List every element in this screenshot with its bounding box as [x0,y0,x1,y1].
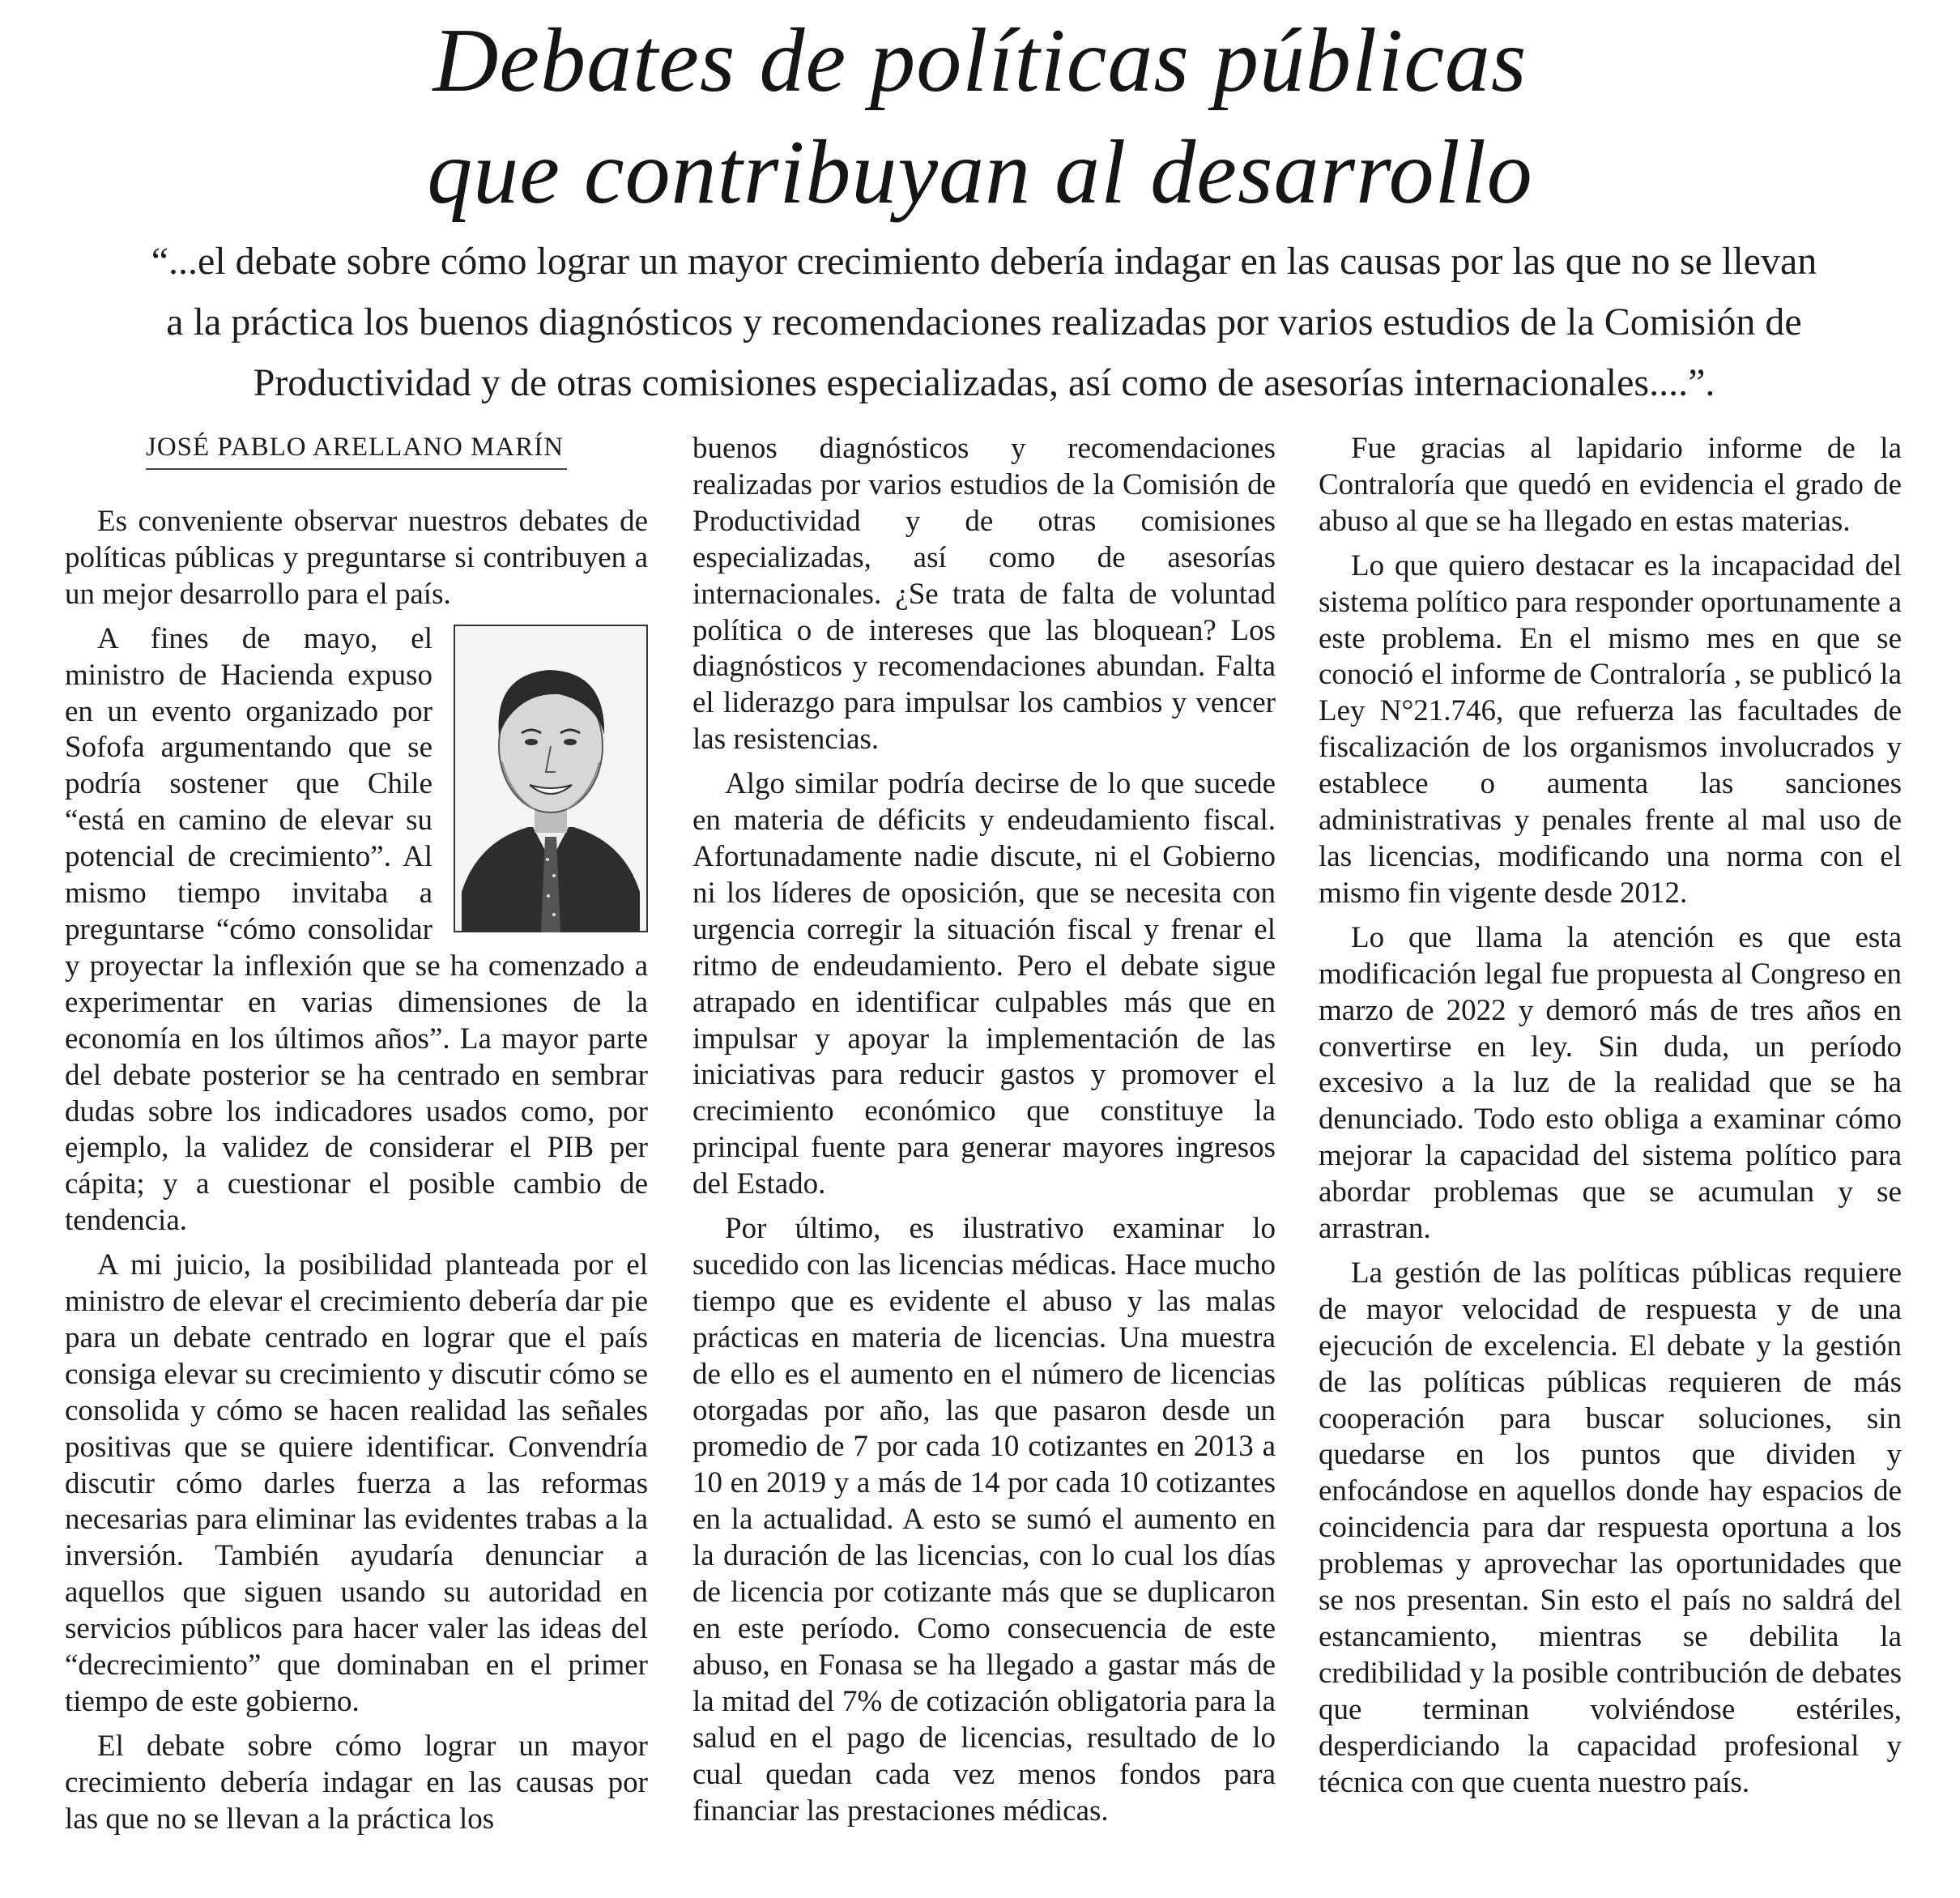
article-column-1 [65,504,648,1838]
paragraph: Por último, es ilustrativo examinar lo sucedido con las licencias médicas. Hace mucho tiempo que es evidente el abuso y las malas prácticas en materia de licencias. Una muestra de ello es el aumento en el número de licencias otorgadas por año, las que pasaron desde un promedio de 7 por cada 10 cotizantes en 2013 a 10 en 2019 y a más de 14 por cada 10 cotizantes en la actualidad. A esto se sumó el aumento en la duración de las licencias, con lo cual los días de licencia por cotizante más que se duplicaron en este período. Como consecuencia de este abuso, en Fonasa se ha llegado a gastar más de la mitad del 7% de cotización obligatoria para la salud en el pago de licencias, resultado de lo cual quedan cada vez menos fondos para financiar las prestaciones médicas. [692,1212,1276,1828]
deck-line-3: Productividad y de otras comisiones especializadas, así como de asesorías internacionales....”. [253,361,1715,404]
paragraph: Es conveniente observar nuestros debates de políticas públicas y preguntarse si contribuyen a un mejor desarrollo para el país. [65,505,648,611]
pull-quote-deck [49,231,1920,413]
paragraph: La gestión de las políticas públicas requiere de mayor velocidad de respuesta y de una ejecución de excelencia. El debate y la gestión de las políticas públicas requieren de más cooperación para buscar soluciones, sin quedarse en los puntos que dividen y enfocándose en aquellos donde hay espacios de coincidencia para dar respuesta oportuna a los problemas y aprovechar las oportunidades que se nos presentan. Sin esto el país no saldrá del estancamiento, mientras se debilita la credibilidad y la posible contribución de debates que terminan volviéndose estériles, desperdiciando la capacidad profesional y técnica con que cuenta nuestro país. [1319,1256,1902,1799]
author-portrait-icon [454,625,648,932]
paragraph-text: A fines de mayo, el ministro de Hacienda expuso en un evento organizado por Sofofa argumentando que se podría sostener que Chile “está en camino de elevar su potencial de crecimiento”. Al mismo tiempo invitaba a preguntarse “cómo consolidar y proyectar la inflexión que se ha comenzado a experimentar en varias dimensiones de la economía en los últimos años”. La mayor parte del debate posterior se ha centrado en sembrar dudas sobre los indicadores usados como, por ejemplo, la validez de considerar el PIB per cápita; y a cuestionar el posible cambio de tendencia. [65,621,648,1238]
paragraph: El debate sobre cómo lograr un mayor crecimiento debería indagar en las causas por las que no se llevan a la práctica los [65,1729,648,1836]
article-column-2 [692,431,1276,1829]
paragraph: Fue gracias al lapidario informe de la Contraloría que quedó en evidencia el grado de abuso al que se ha llegado en estas materias. [1319,432,1902,538]
paragraph: A mi juicio, la posibilidad planteada por el ministro de elevar el crecimiento debería dar pie para un debate centrado en lograr que el país consiga elevar su crecimiento y discutir cómo se consolida y cómo se hacen realidad las señales positivas que se quiere identificar. Convendría discutir cómo darles fuerza a las reformas necesarias para eliminar las evidentes trabas a la inversión. También ayudaría denunciar a aquellos que siguen usando su autoridad en servicios públicos para hacer valer las ideas del “decrecimiento” que dominaban en el primer tiempo de este gobierno. [65,1248,648,1718]
paragraph: Lo que llama la atención es que esta modificación legal fue propuesta al Congreso en marzo de 2022 y demoró más de tres años en convertirse en ley. Sin duda, un período excesivo a la luz de la realidad que se ha denunciado. Todo esto obliga a examinar cómo mejorar la capacidad del sistema político para abordar problemas que se acumulan y se arrastran. [1319,920,1902,1246]
author-byline: JOSÉ PABLO ARELLANO MARÍN [146,431,567,470]
deck-line-1: “...el debate sobre cómo lograr un mayor crecimiento debería indagar en las causas por las que no se llevan [151,240,1817,283]
paragraph: Lo que quiero destacar es la incapacidad del sistema político para responder oportunamente a este problema. En el mismo mes en que se conoció el informe de Contraloría , se publicó la Ley N°21.746, que refuerza las facultades de fiscalización de los organismos involucrados y establece o aumenta las sanciones administrativas y penales frente al mal uso de las licencias, modificando una norma con el mismo fin vigente desde 2012. [1319,548,1902,910]
deck-line-2: a la práctica los buenos diagnósticos y recomendaciones realizadas por varios estudios de la Comisión de [166,301,1802,343]
article-column-3 [1319,431,1902,1802]
headline-line-1: Debates de políticas públicas [432,11,1528,111]
paragraph: Algo similar podría decirse de lo que sucede en materia de déficits y endeudamiento fiscal. Afortunadamente nadie discute, ni el Gobierno ni los líderes de oposición, que se necesita con urgencia corregir la situación fiscal y frenar el ritmo de endeudamiento. Pero el debate sigue atrapado en identificar culpables más que en impulsar y apoyar la implementación de las iniciativas para reducir gastos y promover el crecimiento económico que constituye la principal fuente para generar mayores ingresos del Estado. [692,767,1276,1201]
paragraph-continued: buenos diagnósticos y recomendaciones realizadas por varios estudios de la Comisión de Productividad y de otras comisiones especializadas, así como de asesorías internacionales. ¿Se trata de falta de voluntad política o de intereses que las bloquean? Los diagnósticos y recomendaciones abundan. Falta el liderazgo para impulsar los cambios y vencer las resistencias. [692,432,1276,757]
headline-line-2: que contribuyan al desarrollo [427,122,1533,223]
headline [0,5,1960,228]
paragraph-with-photo [65,621,648,1239]
